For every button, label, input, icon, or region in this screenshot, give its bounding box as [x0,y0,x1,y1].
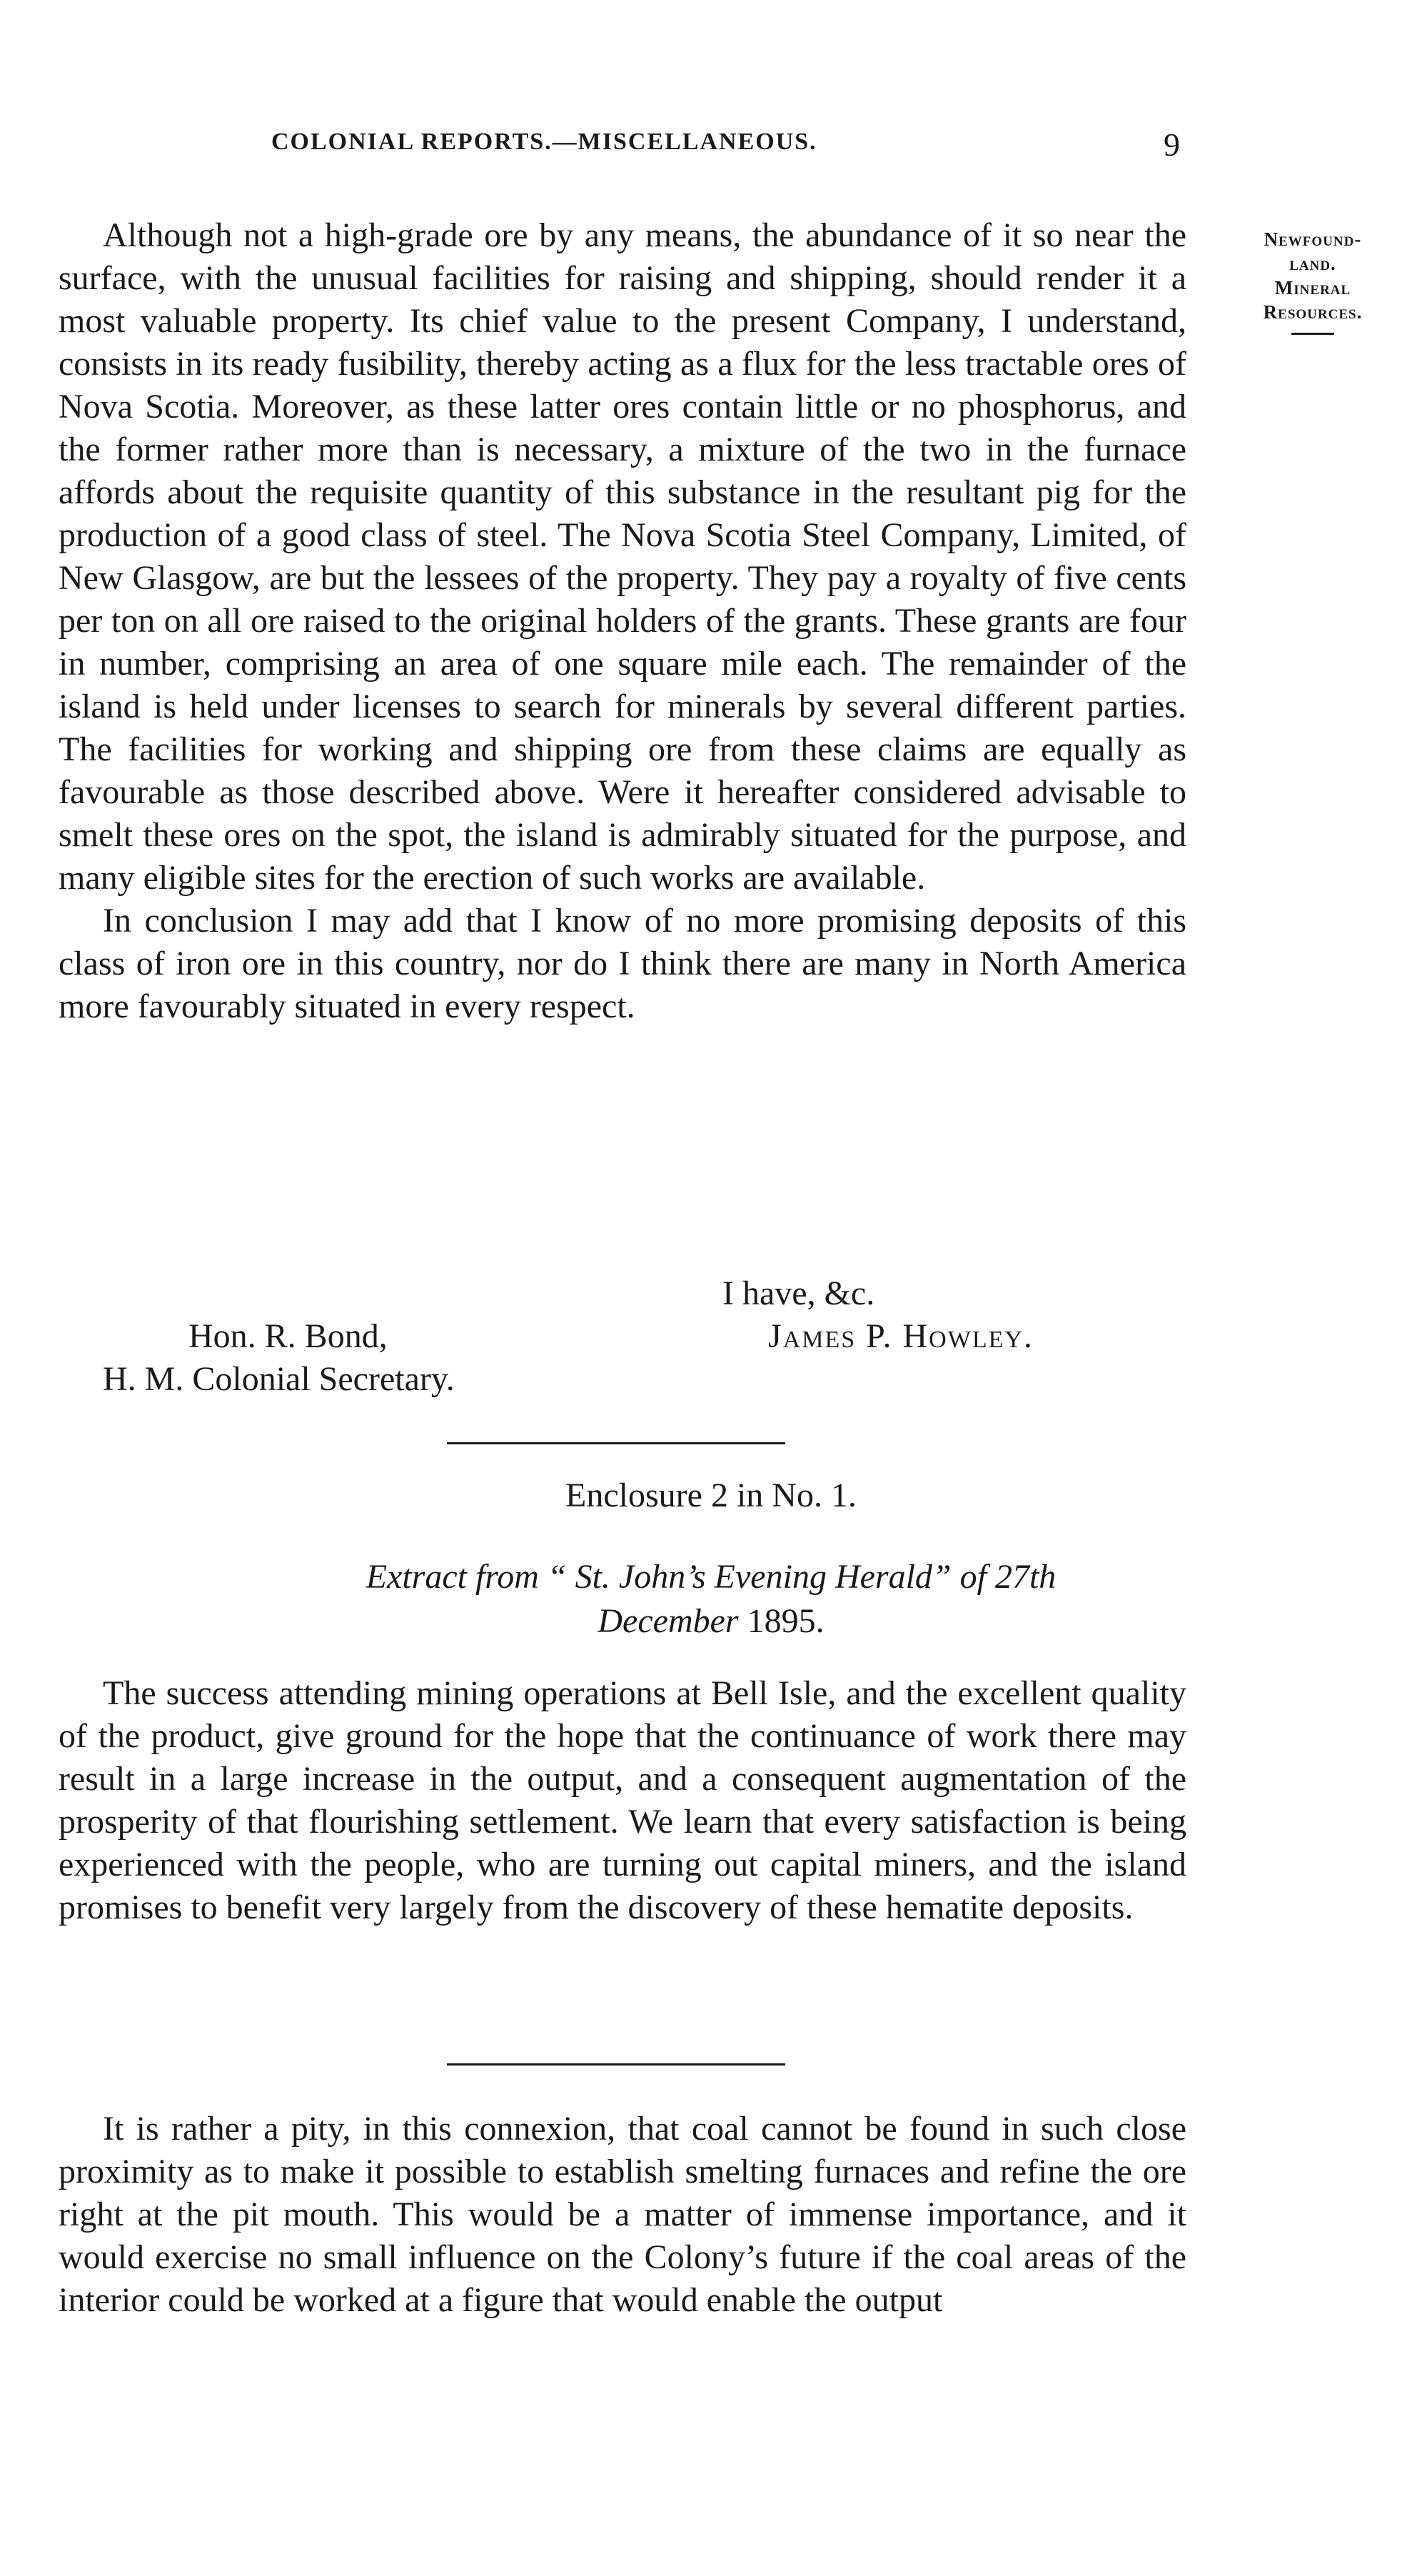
extract-body [59,1672,1186,1929]
continuation-body [59,2108,1186,2322]
extract-title-month: December [597,1602,739,1640]
margin-note-line-1: Newfound- [1264,228,1362,250]
margin-note-line-2: land. [1289,253,1336,274]
running-head: COLONIAL REPORTS.—MISCELLANEOUS. [271,129,817,155]
section-divider [447,2063,785,2066]
extract-title-line-1: Extract from “ St. John’s Evening Herald” of 27th [365,1558,1057,1596]
letter-body [59,214,1186,1028]
extract-title-line-2 [0,1599,1422,1644]
enclosure-heading: Enclosure 2 in No. 1. [565,1476,857,1514]
letter-paragraph-1: Although not a high-grade ore by any means, the abundance of it so near the surface, with the unusual facilities for raising and shipping, should render it a most valuable property. Its chief value to the present Company, I understand, consists in its ready fusibility, thereby acting as a flux for the less tractable ores of Nova Scotia. Moreover, as these latter ores contain little or no phosphorus, and the former rather more than is necessary, a mixture of the two in the furnace affords about the requisite quantity of this substance in the resultant pig for the production of a good class of steel. The Nova Scotia Steel Company, Limited, of New Glasgow, are but the lessees of the property. They pay a royalty of five cents per ton on all ore raised to the original holders of the grants. These grants are four in number, comprising an area of one square mile each. The remainder of the island is held under licenses to search for minerals by several different parties. The facilities for working and shipping ore from these claims are equally as favourable as those described above. Were it hereafter considered advisable to smelt these ores on the spot, the island is admirably situated for the purpose, and many eligible sites for the erection of such works are available. [59,216,1186,897]
page-number: 9 [1164,126,1180,163]
addressee-title: H. M. Colonial Secretary. [103,1360,455,1398]
letter-addressee: Hon. R. Bond, [188,1317,388,1355]
extract-title-year: 1895. [747,1602,825,1640]
letter-closing: I have, &c. [722,1274,875,1312]
letter-signature: James P. Howley. [768,1317,1034,1355]
extract-title [0,1555,1422,1644]
margin-note-line-3: Mineral [1274,277,1351,298]
letter-paragraph-2: In conclusion I may add that I know of no more promising deposits of this class of iron ore in this country, nor do I think there are many in North America more favourably situated in every respect. [59,902,1186,1025]
margin-note-line-4: Resources. [1263,301,1363,323]
continuation-paragraph: It is rather a pity, in this connexion, that coal cannot be found in such close proximity as to make it possible to establish smelting furnaces and refine the ore right at the pit mouth. This would be a matter of immense importance, and it would exercise no small influence on the Colony’s future if the coal areas of the interior could be worked at a figure that would enable the output [59,2110,1186,2319]
section-divider [447,1442,785,1444]
margin-note [1209,227,1416,335]
extract-paragraph: The success attending mining operations at Bell Isle, and the excellent quality of the product, give ground for the hope that the continuance of work there may result in a large increase in the output, and a consequent augmentation of the prosperity of that flourishing settlement. We learn that every satisfaction is being experienced with the people, who are turning out capital miners, and the island promises to benefit very largely from the discovery of these hematite deposits. [59,1674,1186,1926]
margin-note-dash [1291,333,1334,335]
